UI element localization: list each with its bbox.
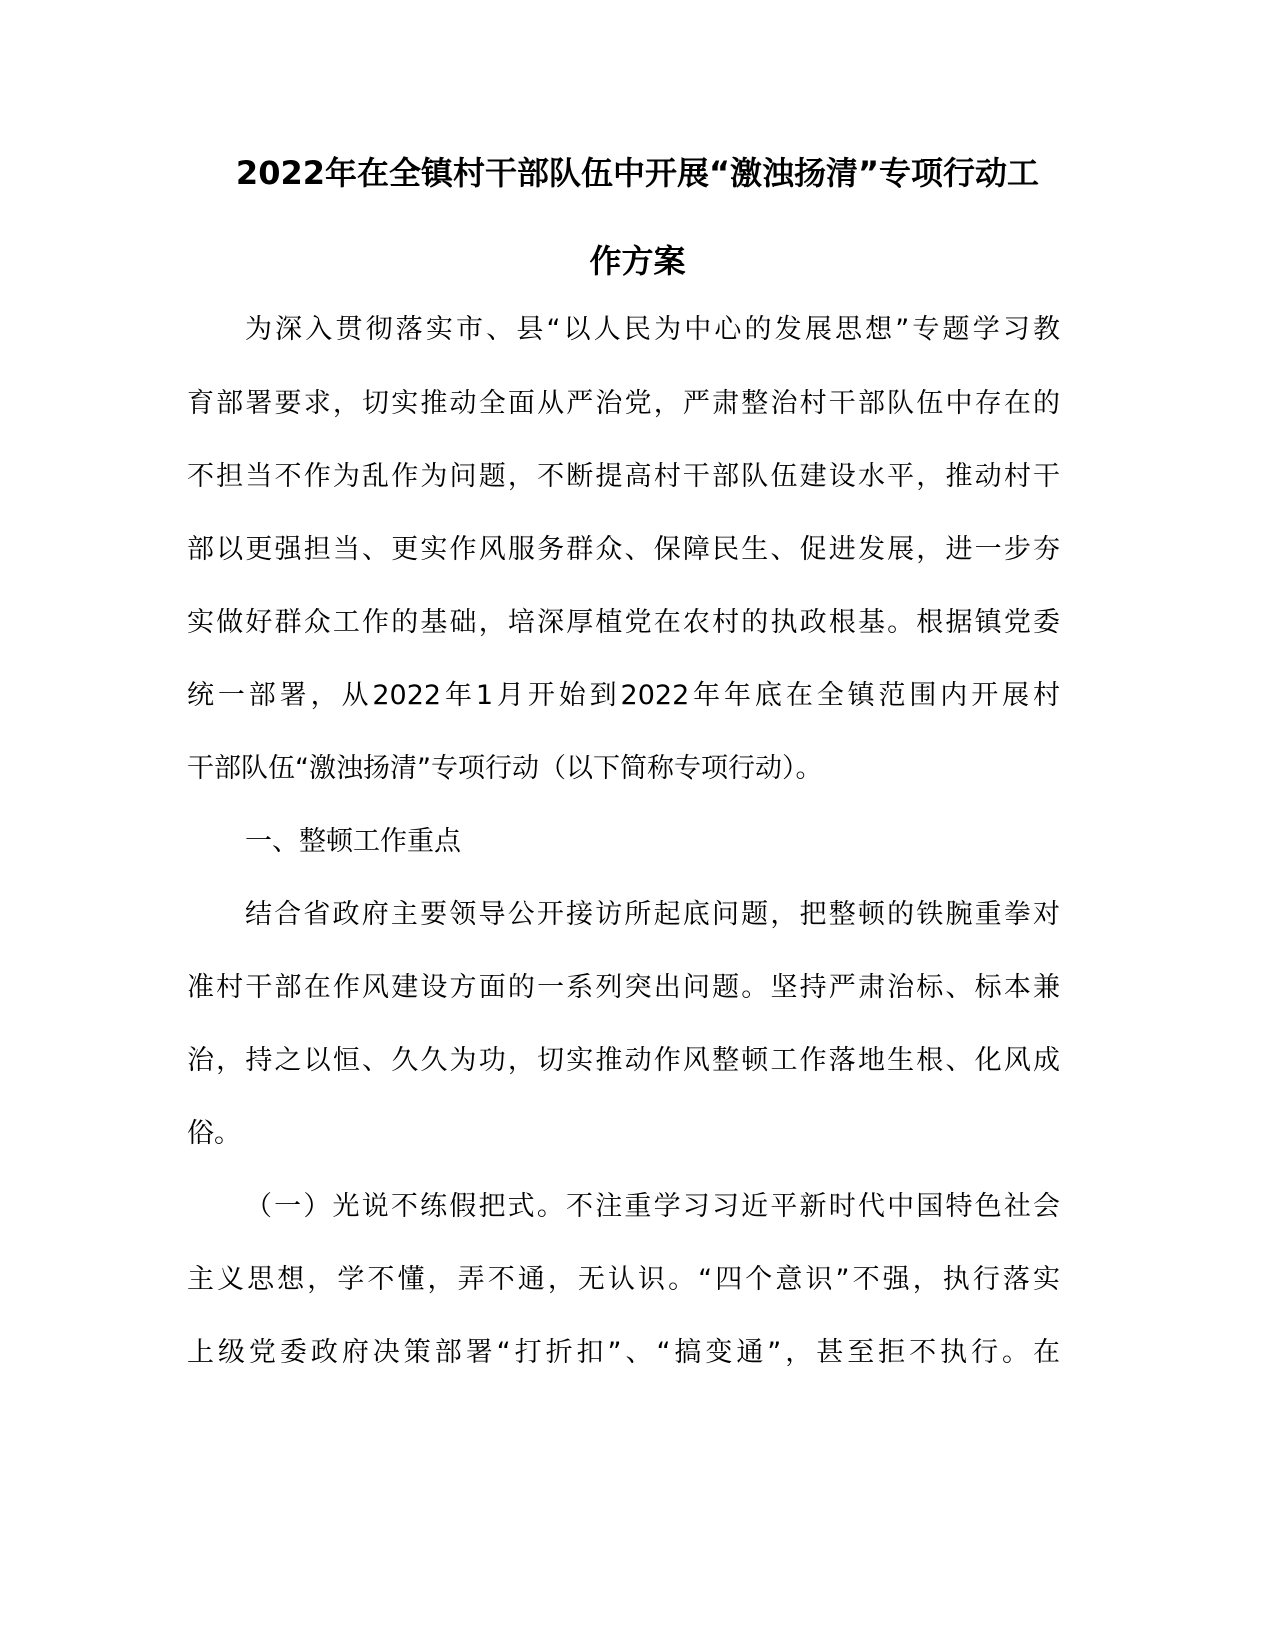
- paragraph-line: 治，持之以恒、久久为功，切实推动作风整顿工作落地生根、化风成: [187, 1045, 1060, 1076]
- paragraph-line: 主义思想，学不懂，弄不通，无认识。“四个意识”不强，执行落实: [187, 1264, 1060, 1295]
- paragraph-line: 统一部署，从2022年1月开始到2022年年底在全镇范围内开展村: [187, 680, 1060, 711]
- paragraph-line: 部以更强担当、更实作风服务群众、保障民生、促进发展，进一步夯: [187, 534, 1060, 565]
- paragraph-line: 实做好群众工作的基础，培深厚植党在农村的执政根基。根据镇党委: [187, 607, 1060, 638]
- paragraph-line: 俗。: [187, 1118, 241, 1149]
- paragraph-line: 育部署要求，切实推动全面从严治党，严肃整治村干部队伍中存在的: [187, 388, 1060, 419]
- paragraph-line: 为深入贯彻落实市、县“以人民为中心的发展思想”专题学习教: [245, 314, 1060, 345]
- paragraph-line: 结合省政府主要领导公开接访所起底问题，把整顿的铁腕重拳对: [245, 899, 1060, 930]
- paragraph-line: 不担当不作为乱作为问题，不断提高村干部队伍建设水平，推动村干: [187, 461, 1060, 492]
- section-heading: 一、整顿工作重点: [245, 826, 461, 857]
- paragraph-line: 干部队伍“激浊扬清”专项行动（以下简称专项行动）。: [187, 753, 823, 784]
- document-title-line-2: 作方案: [589, 242, 686, 280]
- paragraph-line: 准村干部在作风建设方面的一系列突出问题。坚持严肃治标、标本兼: [187, 972, 1060, 1003]
- paragraph-line: （一）光说不练假把式。不注重学习习近平新时代中国特色社会: [245, 1191, 1060, 1222]
- document-title-line-1: 2022年在全镇村干部队伍中开展“激浊扬清”专项行动工: [235, 154, 1040, 192]
- paragraph-line: 上级党委政府决策部署“打折扣”、“搞变通”，甚至拒不执行。在: [187, 1337, 1060, 1368]
